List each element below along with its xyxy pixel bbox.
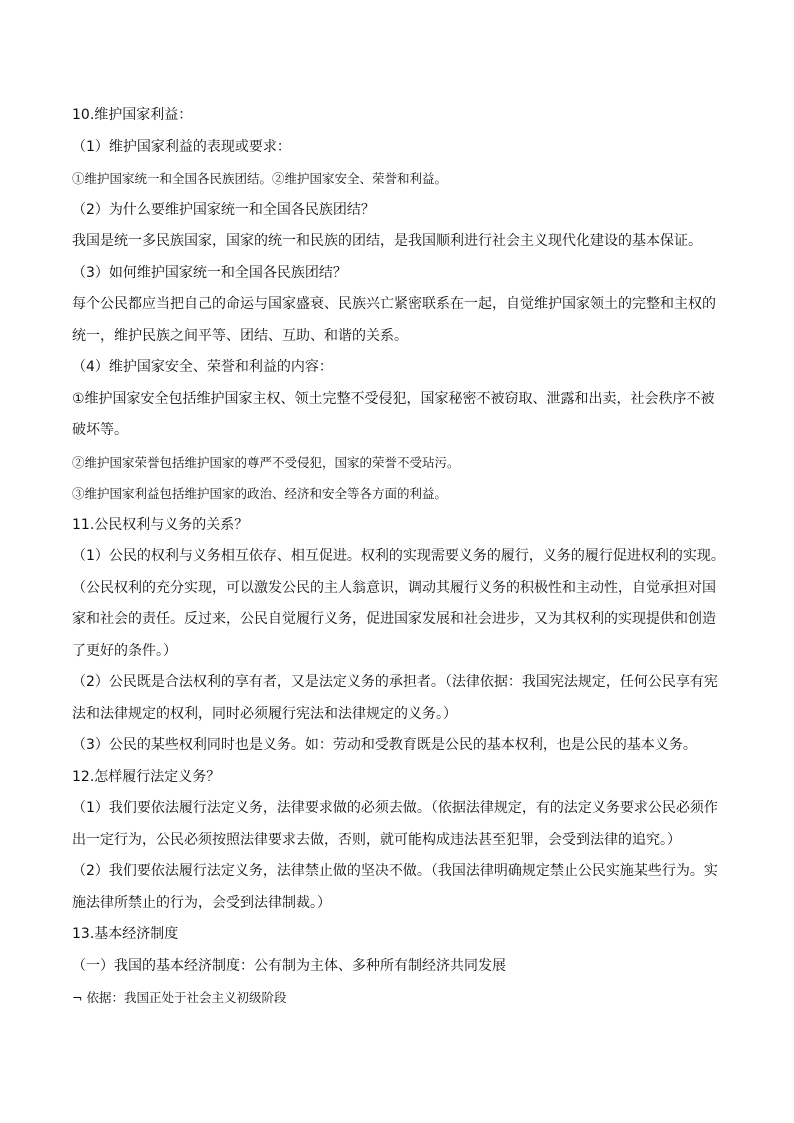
section-12-paragraph-2: （2）我们要依法履行法定义务，法律禁止做的坚决不做。（我国法律明确规定禁止公民实施某些行为。实施法律所禁止的行为，会受到法律制裁。） (72, 863, 718, 911)
section-10-answer-3: 每个公民都应当把自己的命运与国家盛衰、民族兴亡紧密联系在一起，自觉维护国家领土的完整和主权的统一，维护民族之间平等、团结、互助、和谐的关系。 (72, 296, 716, 344)
section-10-answer-4-2: ②维护国家荣誉包括维护国家的尊严不受侵犯，国家的荣誉不受玷污。 (72, 454, 460, 470)
section-10-answer-4-1: ①维护国家安全包括维护国家主权、领土完整不受侵犯，国家秘密不被窃取、泄露和出卖，社会秩序不被破坏等。 (72, 390, 715, 438)
section-10-question-1: （1）维护国家利益的表现或要求： (72, 138, 291, 155)
document-body (72, 100, 727, 1014)
section-10-question-2: （2）为什么要维护国家统一和全国各民族团结？ (72, 201, 375, 218)
section-10-question-4: （4）维护国家安全、荣誉和利益的内容： (72, 359, 333, 375)
section-10-question-3: （3）如何维护国家统一和全国各民族团结？ (72, 264, 347, 281)
section-12-heading: 12.怎样履行法定义务？ (72, 768, 221, 785)
section-12-paragraph-1: （1）我们要依法履行法定义务，法律要求做的必须去做。（依据法律规定，有的法定义务要求公民必须作出一定行为，公民必须按照法律要求去做，否则，就可能构成违法甚至犯罪，会受到法律的追究。） (72, 800, 718, 848)
section-10-answer-2: 我国是统一多民族国家，国家的统一和民族的团结，是我国顺利进行社会主义现代化建设的基本保证。 (72, 233, 702, 249)
section-10-answer-4-3: ③维护国家利益包括维护国家的政治、经济和安全等各方面的利益。 (72, 486, 448, 501)
section-11-paragraph-3: （3）公民的某些权利同时也是义务。如：劳动和受教育既是公民的基本权利，也是公民的基本义务。 (72, 737, 697, 753)
section-11-paragraph-1: （1）公民的权利与义务相互依存、相互促进。权利的实现需要义务的履行，义务的履行促进权利的实现。（公民权利的充分实现，可以激发公民的主人翁意识，调动其履行义务的积极性和主动性，自觉承担对国家和社会的责任。反过来，公民自觉履行义务，促进国家发展和社会进步，又为其权利的实现提供和创造了更好的条件。） (72, 548, 725, 659)
section-13-heading: 13.基本经济制度 (72, 926, 179, 942)
section-13-paragraph-1: （一）我国的基本经济制度：公有制为主体、多种所有制经济共同发展 (72, 957, 506, 974)
section-10-answer-1: ①维护国家统一和全国各民族团结。②维护国家安全、荣誉和利益。 (72, 171, 448, 186)
section-13-paragraph-2: ¬ 依据：我国正处于社会主义初级阶段 (72, 990, 287, 1005)
section-11-paragraph-2: （2）公民既是合法权利的享有者，又是法定义务的承担者。（法律依据：我国宪法规定，任何公民享有宪法和法律规定的权利，同时必须履行宪法和法律规定的义务。） (72, 674, 718, 722)
section-11-heading: 11.公民权利与义务的关系？ (72, 516, 249, 533)
section-10-heading: 10.维护国家利益： (72, 107, 193, 123)
